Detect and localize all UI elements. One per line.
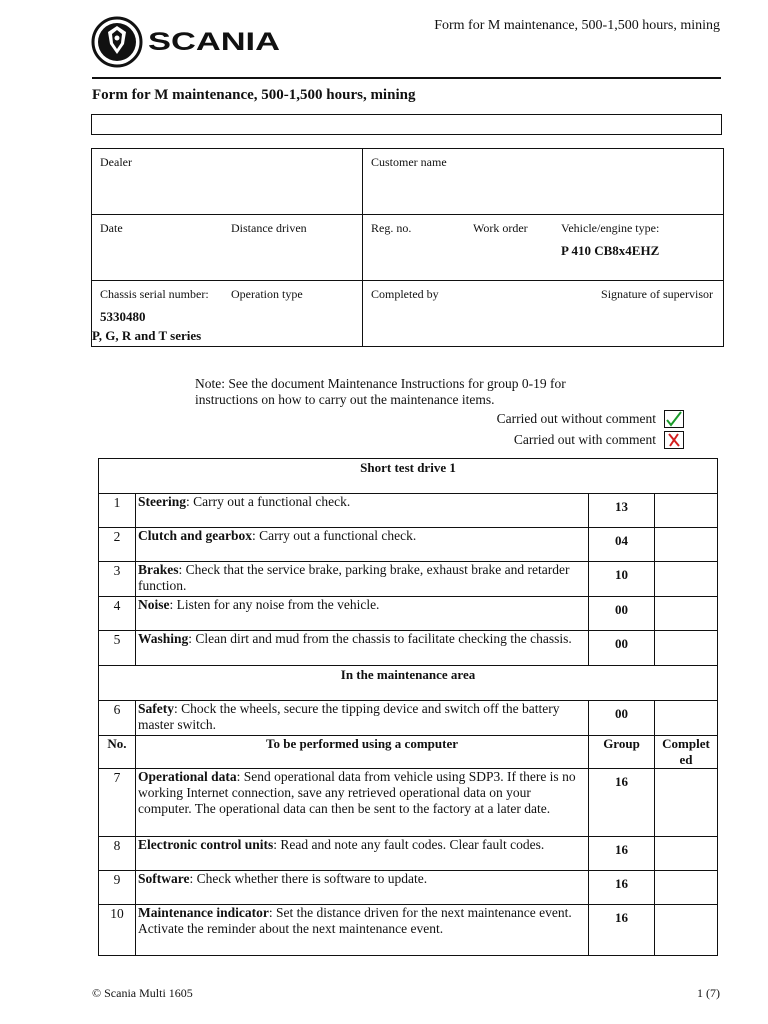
row-group: 00 (589, 701, 655, 736)
vehicle-type-value: P 410 CB8x4EHZ (561, 243, 660, 258)
row-completed-cell[interactable] (655, 871, 718, 905)
section-short-test-drive (99, 459, 718, 494)
row-text: : Carry out a functional check. (252, 528, 417, 543)
row-number: 5 (99, 631, 136, 666)
legend-comment-label: Carried out with comment (513, 432, 656, 447)
customer-label: Customer name (371, 155, 447, 169)
col-header-group: Group (589, 736, 655, 769)
blank-input-box[interactable] (91, 114, 722, 135)
row-title: Electronic control units (138, 837, 274, 852)
cross-icon (664, 431, 684, 449)
row-completed-cell[interactable] (655, 597, 718, 631)
row-number: 8 (99, 837, 136, 871)
info-table (91, 148, 724, 347)
row-group: 00 (589, 631, 655, 666)
row-description (136, 494, 589, 528)
table-row (99, 701, 718, 736)
row-description (136, 597, 589, 631)
col-header-completed: Complet ed (655, 736, 718, 769)
row-completed-cell[interactable] (655, 701, 718, 736)
header-title: Form for M maintenance, 500-1,500 hours, mining (434, 18, 720, 33)
date-distance-cell[interactable] (92, 215, 363, 281)
signature-label: Signature of supervisor (601, 287, 713, 301)
row-number: 10 (99, 905, 136, 956)
operation-label: Operation type (231, 287, 303, 301)
table-row (99, 528, 718, 562)
row-title: Clutch and gearbox (138, 528, 253, 543)
row-title: Software (138, 871, 190, 886)
row-group: 16 (589, 769, 655, 837)
row-group: 00 (589, 597, 655, 631)
section-maintenance-area (99, 666, 718, 701)
col-header-no: No. (99, 736, 136, 769)
row-title: Noise (138, 597, 170, 612)
row-number: 4 (99, 597, 136, 631)
table-row (99, 562, 718, 597)
row-text: : Clean dirt and mud from the chassis to facilitate checking the chassis. (188, 631, 572, 646)
form-title: Form for M maintenance, 500-1,500 hours, mining (92, 87, 416, 103)
checkmark-icon (664, 410, 684, 428)
row-completed-cell[interactable] (655, 494, 718, 528)
row-text: : Read and note any fault codes. Clear fault codes. (273, 837, 545, 852)
row-description (136, 701, 589, 736)
completed-signature-cell[interactable] (363, 281, 724, 347)
table-row (99, 769, 718, 837)
row-completed-cell[interactable] (655, 528, 718, 562)
row-completed-cell[interactable] (655, 837, 718, 871)
table-row (99, 905, 718, 956)
row-number: 9 (99, 871, 136, 905)
work-order-label: Work order (473, 221, 528, 235)
col-header-task: To be performed using a computer (136, 736, 589, 769)
row-description (136, 871, 589, 905)
row-group: 16 (589, 905, 655, 956)
reg-label: Reg. no. (371, 221, 412, 235)
row-description (136, 528, 589, 562)
header-divider (92, 77, 721, 79)
row-number: 6 (99, 701, 136, 736)
row-group: 16 (589, 837, 655, 871)
dealer-cell[interactable] (92, 149, 363, 215)
row-completed-cell[interactable] (655, 769, 718, 837)
row-title: Steering (138, 494, 186, 509)
row-group: 13 (589, 494, 655, 528)
reg-vehicle-cell[interactable] (363, 215, 724, 281)
table-row (99, 837, 718, 871)
row-completed-cell[interactable] (655, 631, 718, 666)
row-completed-cell[interactable] (655, 562, 718, 597)
dealer-label: Dealer (100, 155, 132, 169)
row-title: Maintenance indicator (138, 905, 269, 920)
table-header-row (99, 736, 718, 769)
row-group: 10 (589, 562, 655, 597)
row-text: : Chock the wheels, secure the tipping device and switch off the battery master switch. (138, 701, 560, 732)
row-number: 7 (99, 769, 136, 837)
row-title: Operational data (138, 769, 237, 784)
row-text: : Carry out a functional check. (186, 494, 351, 509)
vehicle-type-label: Vehicle/engine type: (561, 221, 660, 235)
row-number: 3 (99, 562, 136, 597)
footer-page-number: 1 (7) (697, 986, 720, 1000)
brand-name: SCANIA (148, 28, 280, 56)
legend-comment (514, 431, 684, 449)
date-label: Date (100, 221, 123, 235)
row-text: : Set the distance driven for the next maintenance event. Activate the reminder about the next maintenance event. (138, 905, 572, 936)
row-description (136, 631, 589, 666)
footer-copyright: © Scania Multi 1605 (92, 986, 193, 1000)
section-maintenance-area-title: In the maintenance area (99, 666, 718, 701)
table-row (99, 631, 718, 666)
row-title: Washing (138, 631, 189, 646)
chassis-label: Chassis serial number: (100, 287, 209, 301)
table-row (99, 494, 718, 528)
row-text: : Send operational data from vehicle using SDP3. If there is no working Internet connection, save any retrieved operational data on your computer. The operational data can then be sent to the factory at a later date. (138, 769, 576, 816)
griffin-emblem-icon (90, 16, 285, 68)
legend-ok-label: Carried out without comment (496, 411, 656, 426)
row-completed-cell[interactable] (655, 905, 718, 956)
table-row (99, 871, 718, 905)
row-group: 04 (589, 528, 655, 562)
section-short-test-drive-title: Short test drive 1 (99, 459, 718, 494)
row-description (136, 769, 589, 837)
row-description (136, 562, 589, 597)
scania-logo (90, 16, 285, 68)
completed-label: Completed by (371, 287, 439, 301)
row-description (136, 905, 589, 956)
series-heading: P, G, R and T series (92, 328, 202, 343)
row-text: : Listen for any noise from the vehicle. (169, 597, 380, 612)
chassis-value: 5330480 (100, 309, 146, 324)
row-number: 2 (99, 528, 136, 562)
note-text: Note: See the document Maintenance Instructions for group 0-19 for instructions on how to carry out the maintenance items. (195, 376, 566, 407)
row-description (136, 837, 589, 871)
row-text: : Check whether there is software to update. (189, 871, 428, 886)
row-text: : Check that the service brake, parking brake, exhaust brake and retarder function. (138, 562, 570, 593)
legend-ok (497, 410, 684, 428)
row-title: Brakes (138, 562, 179, 577)
row-number: 1 (99, 494, 136, 528)
customer-cell[interactable] (363, 149, 724, 215)
distance-label: Distance driven (231, 221, 307, 235)
maintenance-table (98, 458, 718, 956)
row-group: 16 (589, 871, 655, 905)
row-title: Safety (138, 701, 174, 716)
table-row (99, 597, 718, 631)
